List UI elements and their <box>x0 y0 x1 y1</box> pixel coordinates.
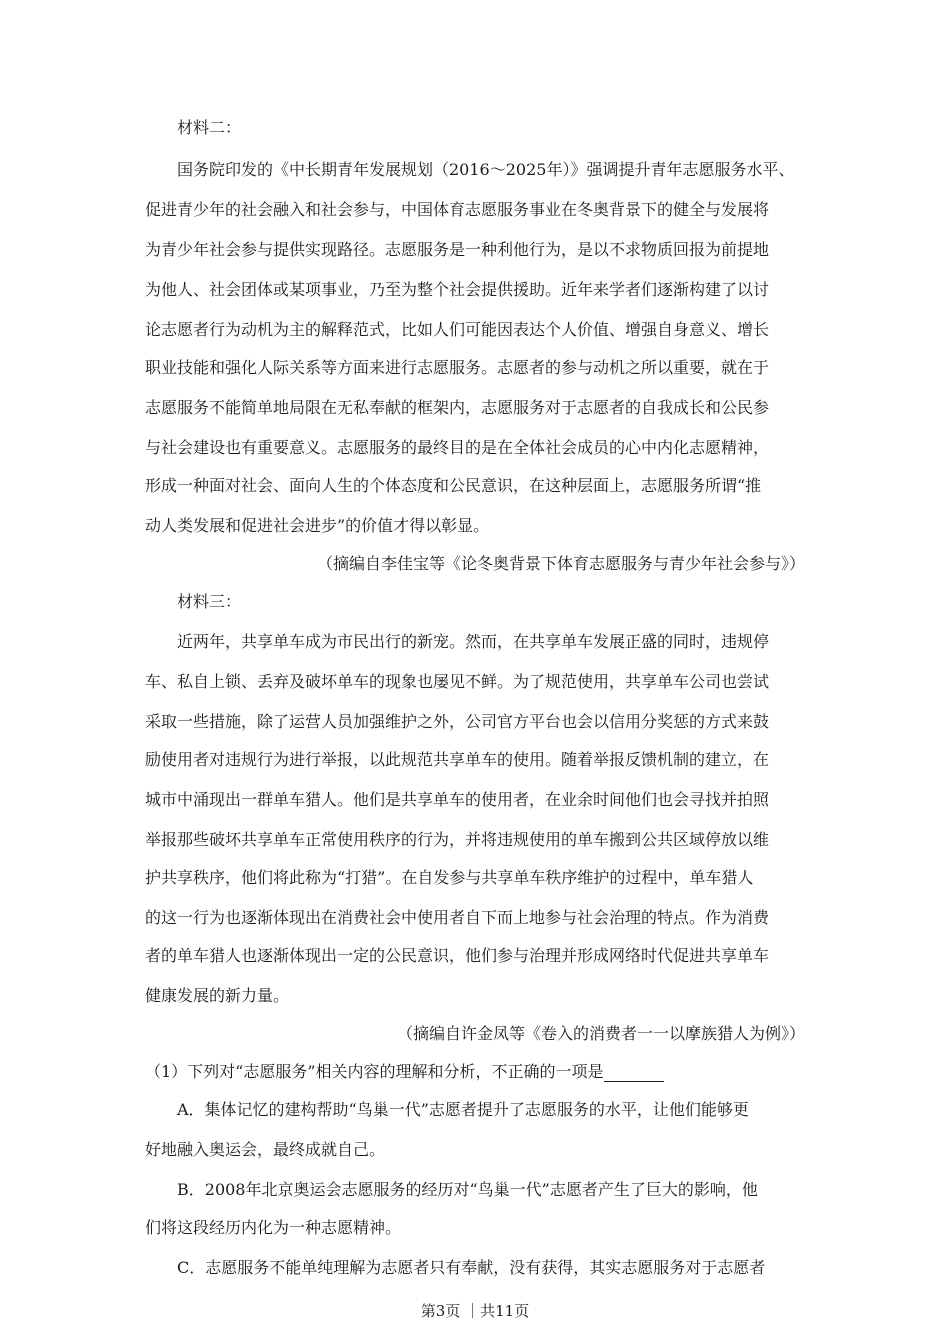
paragraph-line: 采取一些措施，除了运营人员加强维护之外，公司官方平台也会以信用分奖惩的方式来鼓 <box>145 712 770 731</box>
option-b-line: B．2008年北京奥运会志愿服务的经历对“鸟巢一代”志愿者产生了巨大的影响，他 <box>177 1180 758 1199</box>
option-c-line: C．志愿服务不能单纯理解为志愿者只有奉献，没有获得，其实志愿服务对于志愿者 <box>177 1258 766 1277</box>
material3-source: （摘编自许金凤等《卷入的消费者一一以摩族猎人为例》） <box>396 1024 805 1043</box>
paragraph-line: 车、私自上锁、丢弃及破坏单车的现象也屡见不鲜。为了规范使用，共享单车公司也尝试 <box>145 672 770 691</box>
paragraph-line: 城市中涌现出一群单车猎人。他们是共享单车的使用者，在业余时间他们也会寻找并拍照 <box>145 790 770 809</box>
paragraph-line: 为青少年社会参与提供实现路径。志愿服务是一种利他行为，是以不求物质回报为前提地 <box>145 240 770 259</box>
paragraph-line: 为他人、社会团体或某项事业，乃至为整个社会提供援助。近年来学者们逐渐构建了以讨 <box>145 280 770 299</box>
paragraph-line: 的这一行为也逐渐体现出在消费社会中使用者自下而上地参与社会治理的特点。作为消费 <box>145 908 770 927</box>
option-a-line: A．集体记忆的建构帮助“鸟巢一代”志愿者提升了志愿服务的水平，让他们能够更 <box>177 1100 749 1119</box>
question-stem <box>145 1062 664 1082</box>
material2-heading: 材料二： <box>177 118 242 137</box>
paragraph-line: 志愿服务不能简单地局限在无私奉献的框架内，志愿服务对于志愿者的自我成长和公民参 <box>145 398 770 417</box>
page-footer: 第3页 ｜共11页 <box>420 1302 530 1320</box>
paragraph-line: 近两年，共享单车成为市民出行的新宠。然而，在共享单车发展正盛的同时，违规停 <box>177 632 770 651</box>
option-a-line: 好地融入奥运会，最终成就自己。 <box>145 1140 386 1159</box>
answer-blank <box>604 1065 664 1082</box>
paragraph-line: 动人类发展和促进社会进步”的价值才得以彰显。 <box>145 516 490 535</box>
option-b-line: 们将这段经历内化为一种志愿精神。 <box>145 1218 402 1237</box>
paragraph-line: 励使用者对违规行为进行举报，以此规范共享单车的使用。随着举报反馈机制的建立，在 <box>145 750 770 769</box>
paragraph-line: 与社会建设也有重要意义。志愿服务的最终目的是在全体社会成员的心中内化志愿精神， <box>145 438 770 457</box>
paragraph-line: 国务院印发的《中长期青年发展规划（2016～2025年）》强调提升青年志愿服务水平、 <box>177 160 795 179</box>
material3-heading: 材料三： <box>177 592 242 611</box>
paragraph-line: 护共享秩序，他们将此称为“打猎”。在自发参与共享单车秩序维护的过程中，单车猎人 <box>145 868 754 887</box>
paragraph-line: 健康发展的新力量。 <box>145 986 290 1005</box>
paragraph-line: 举报那些破坏共享单车正常使用秩序的行为，并将违规使用的单车搬到公共区域停放以维 <box>145 830 770 849</box>
paragraph-line: 形成一种面对社会、面向人生的个体态度和公民意识，在这种层面上，志愿服务所谓“推 <box>145 476 762 495</box>
question-stem-text: （1）下列对“志愿服务”相关内容的理解和分析，不正确的一项是 <box>145 1062 604 1081</box>
paragraph-line: 职业技能和强化人际关系等方面来进行志愿服务。志愿者的参与动机之所以重要，就在于 <box>145 358 770 377</box>
paragraph-line: 论志愿者行为动机为主的解释范式，比如人们可能因表达个人价值、增强自身意义、增长 <box>145 320 770 339</box>
paragraph-line: 促进青少年的社会融入和社会参与，中国体育志愿服务事业在冬奥背景下的健全与发展将 <box>145 200 770 219</box>
paragraph-line: 者的单车猎人也逐渐体现出一定的公民意识，他们参与治理并形成网络时代促进共享单车 <box>145 946 770 965</box>
material2-source: （摘编自李佳宝等《论冬奥背景下体育志愿服务与青少年社会参与》） <box>316 554 805 573</box>
